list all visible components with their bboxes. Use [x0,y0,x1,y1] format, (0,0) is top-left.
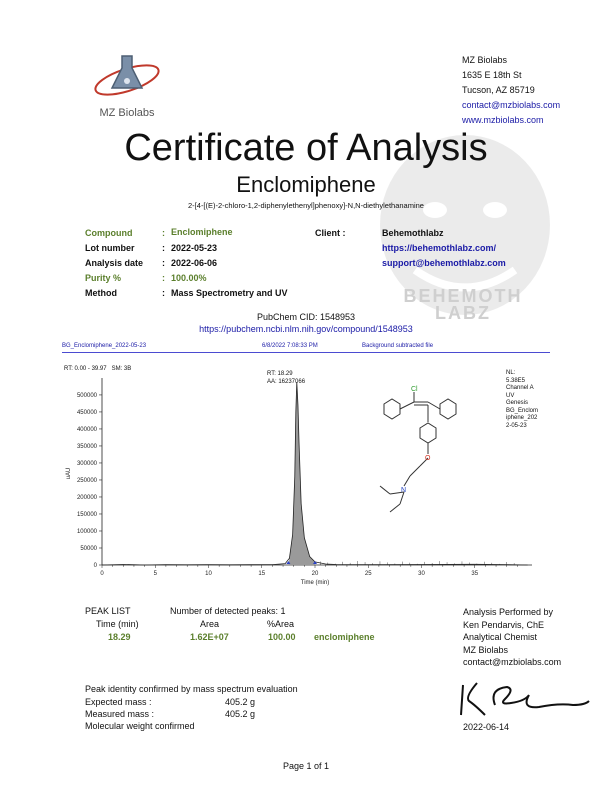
molecule-structure [370,382,475,517]
chrom-header-rule [62,352,550,353]
y-tick-label: 150000 [76,511,97,518]
y-tick-label: 50000 [80,545,97,552]
analyst-line: Analysis Performed by [463,607,554,617]
client-name: Behemothlabz [382,228,444,238]
y-tick-label: 450000 [76,409,97,416]
logo-text: MZ Biolabs [99,107,155,119]
peak-aa: AA: 16237066 [267,379,306,385]
signature [455,675,595,720]
analyst-title: Analytical Chemist [463,632,538,642]
compound-heading: Enclomiphene [236,172,376,197]
chrom-rt-range: RT: 0.00 - 39.97 SM: 3B [64,366,132,372]
y-tick-label: 400000 [76,426,97,433]
chrom-note: Background subtracted file [362,343,434,349]
pubchem-link[interactable]: https://pubchem.ncbi.nlm.nih.gov/compound/1548953 [199,324,413,334]
side-line: BG_Enclom [506,407,539,414]
peak-list-title: PEAK LIST [85,606,131,616]
peak-header-area: Area [200,619,220,629]
side-line: NL: [506,370,516,376]
x-tick-label: 25 [364,571,372,577]
pubchem-cid: PubChem CID: 1548953 [256,312,356,322]
method-label: Method [85,288,117,298]
colon: : [162,243,165,253]
lab-city: Tucson, AZ 85719 [462,85,535,95]
y-tick-label: 300000 [76,460,97,467]
peak-count: Number of detected peaks: 1 [170,606,286,616]
lab-address [462,53,560,128]
client-url-link[interactable]: https://behemothlabz.com/ [382,243,497,253]
client-label: Client : [315,228,346,238]
lot-label: Lot number [85,243,135,253]
mass-line: Peak identity confirmed by mass spectrum evaluation [85,684,298,694]
side-line: iphene_202 [506,415,538,421]
chrom-file: BG_Enclomiphene_2022-05-23 [62,343,147,349]
peak-time: 18.29 [108,632,131,642]
page-title: Certificate of Analysis [124,127,488,169]
mw-confirmed: Molecular weight confirmed [85,721,195,731]
method-value: Mass Spectrometry and UV [171,288,288,298]
side-line: 5.38E5 [506,377,526,384]
lab-website-link[interactable]: www.mzbiolabs.com [462,115,544,125]
expected-mass-value: 405.2 g [225,697,256,707]
x-tick-label: 30 [418,571,425,577]
y-tick-label: 200000 [76,494,97,501]
x-axis-label: Time (min) [300,580,330,586]
colon: : [162,288,165,298]
side-line: Channel A [506,385,534,391]
peak-header-time: Time (min) [96,619,139,629]
iupac-name: 2-[4-[(E)-2-chloro-1,2-diphenylethenyl]phenoxy]-N,N-diethylethanamine [188,201,424,210]
svg-text:N: N [401,487,407,494]
y-tick-label: 100000 [76,528,97,535]
flask-icon [82,48,172,100]
date-label: Analysis date [85,258,144,268]
chromatogram [60,360,560,595]
peak-name: enclomiphene [314,632,375,642]
y-tick-label: 500000 [76,392,97,399]
measured-mass-value: 405.2 g [225,709,256,719]
purity-value: 100.00% [171,273,207,283]
expected-mass-label: Expected mass : [85,697,152,707]
lot-value: 2022-05-23 [171,243,218,253]
y-tick-label: 350000 [76,443,97,450]
x-tick-label: 10 [205,571,212,577]
analyst-name: Ken Pendarvis, ChE [463,619,545,630]
lab-logo [82,48,172,118]
chrom-datetime: 6/8/2022 7:08:33 PM [262,343,318,349]
lab-street: 1635 E 18th St [462,70,522,80]
peak-header-pct: %Area [267,619,295,629]
peak-area: 1.62E+07 [190,632,229,642]
watermark-text: BEHEMOTH LABZ [403,286,523,323]
page-footer: Page 1 of 1 [282,761,330,771]
svg-text:O: O [425,455,431,462]
lab-name: MZ Biolabs [462,55,508,65]
x-tick-label: 5 [153,571,157,577]
chrom-side-info [506,370,538,430]
measured-mass-label: Measured mass : [85,709,155,719]
x-tick-label: 35 [471,571,479,577]
side-line: UV [506,392,515,399]
svg-text:Cl: Cl [411,386,418,393]
analyst-lab: MZ Biolabs [463,644,509,655]
colon: : [162,228,165,238]
peak-pct: 100.00 [268,632,296,642]
x-tick-label: 20 [311,571,319,577]
compound-value: Enclomiphene [171,227,233,237]
colon: : [162,258,165,268]
side-line: Genesis [506,400,529,406]
analyst-block [463,606,561,669]
y-tick-label: 0 [93,563,97,569]
analysis-date: 2022-06-14 [463,722,510,732]
side-line: 2-05-23 [506,422,527,429]
x-tick-label: 0 [100,571,104,577]
colon: : [162,273,165,283]
purity-label: Purity % [85,273,122,283]
peak-rt: RT: 18.29 [267,371,293,377]
y-tick-label: 250000 [76,477,97,484]
compound-label: Compound [85,228,133,238]
date-value: 2022-06-06 [171,258,218,268]
client-email-link[interactable]: support@behemothlabz.com [382,258,506,268]
lab-email-link[interactable]: contact@mzbiolabs.com [462,100,561,110]
analyst-email: contact@mzbiolabs.com [463,657,562,667]
x-tick-label: 15 [258,571,266,577]
y-axis-label: uAU [66,467,72,480]
